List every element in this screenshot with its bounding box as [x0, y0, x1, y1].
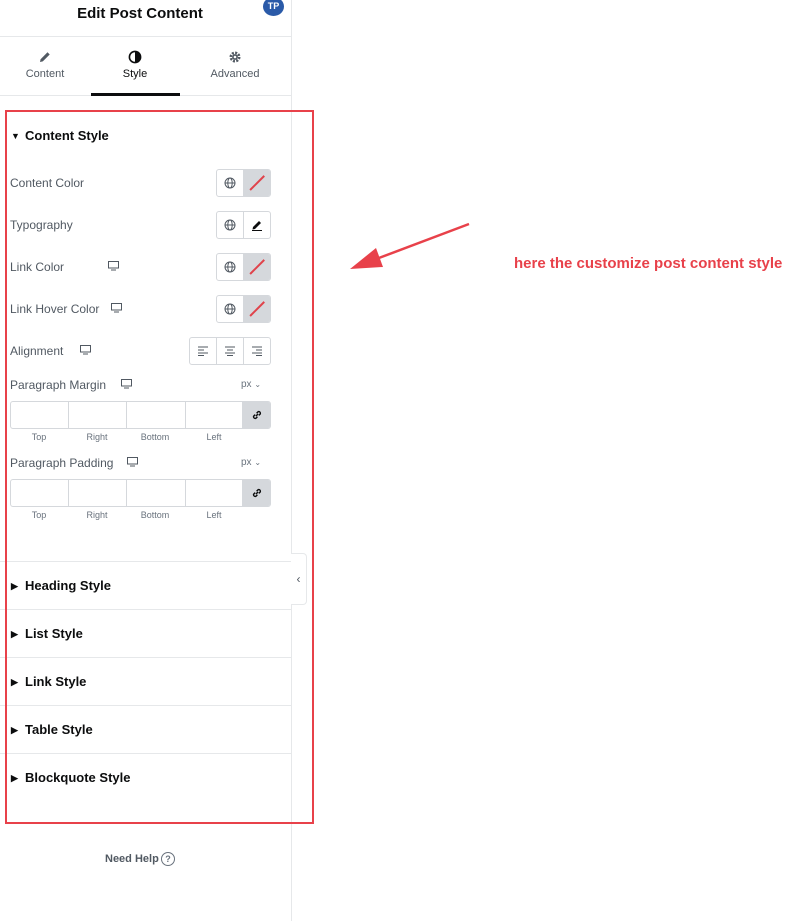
caret-right-icon: ▶	[11, 581, 18, 591]
contrast-icon	[128, 50, 142, 64]
need-help-link[interactable]: Need Help	[105, 853, 159, 865]
dimension-label: Bottom	[140, 432, 170, 442]
gear-icon	[228, 50, 242, 64]
dimension-label: Bottom	[140, 510, 170, 520]
unit-select[interactable]: px ⌄	[241, 379, 262, 390]
avatar[interactable]: TP	[263, 0, 284, 16]
dimension-label: Top	[31, 432, 47, 442]
section-content-style[interactable]: ▼ Content Style	[11, 128, 109, 143]
help-icon[interactable]: ?	[161, 852, 175, 866]
section-heading-style[interactable]: ▶ Heading Style	[11, 578, 111, 593]
caret-right-icon: ▶	[11, 773, 18, 783]
dimension-label: Top	[31, 510, 47, 520]
tab-style[interactable]	[90, 37, 180, 95]
annotation-arrow-icon	[345, 215, 475, 275]
tab-content[interactable]	[0, 37, 90, 95]
section-table-style[interactable]: ▶ Table Style	[11, 722, 93, 737]
paragraph-margin-label: Paragraph Margin	[10, 378, 107, 392]
chevron-down-icon: ⌄	[254, 458, 262, 467]
link-hover-color-label: Link Hover Color	[10, 302, 100, 316]
caret-right-icon: ▶	[11, 725, 18, 735]
link-color-label: Link Color	[10, 260, 65, 274]
typography-label: Typography	[10, 218, 73, 232]
section-link-style[interactable]: ▶ Link Style	[11, 674, 87, 689]
chevron-down-icon: ⌄	[254, 380, 262, 389]
highlight-box	[5, 110, 314, 824]
unit-select[interactable]: px ⌄	[241, 457, 262, 468]
tab-label: Content	[25, 68, 65, 80]
caret-right-icon: ▶	[11, 629, 18, 639]
dimension-label: Left	[206, 510, 222, 520]
panel-title: Edit Post Content	[77, 5, 203, 22]
caret-right-icon: ▶	[11, 677, 18, 687]
tab-label: Advanced	[210, 68, 260, 80]
panel-header	[0, 0, 291, 37]
alignment-label: Alignment	[10, 344, 64, 358]
dimension-label: Right	[86, 510, 108, 520]
tab-label: Style	[122, 68, 148, 80]
annotation-note: here the customize post content style	[514, 255, 783, 272]
content-color-label: Content Color	[10, 176, 85, 190]
section-blockquote-style[interactable]: ▶ Blockquote Style	[11, 770, 131, 785]
dimension-label: Left	[206, 432, 222, 442]
paragraph-padding-label: Paragraph Padding	[10, 456, 114, 470]
dimension-label: Right	[86, 432, 108, 442]
tab-advanced[interactable]	[190, 37, 280, 95]
chevron-left-icon: ‹	[296, 572, 301, 586]
caret-down-icon: ▼	[11, 131, 20, 141]
panel-tabs	[0, 37, 291, 96]
section-list-style[interactable]: ▶ List Style	[11, 626, 83, 641]
pencil-icon	[38, 50, 52, 64]
